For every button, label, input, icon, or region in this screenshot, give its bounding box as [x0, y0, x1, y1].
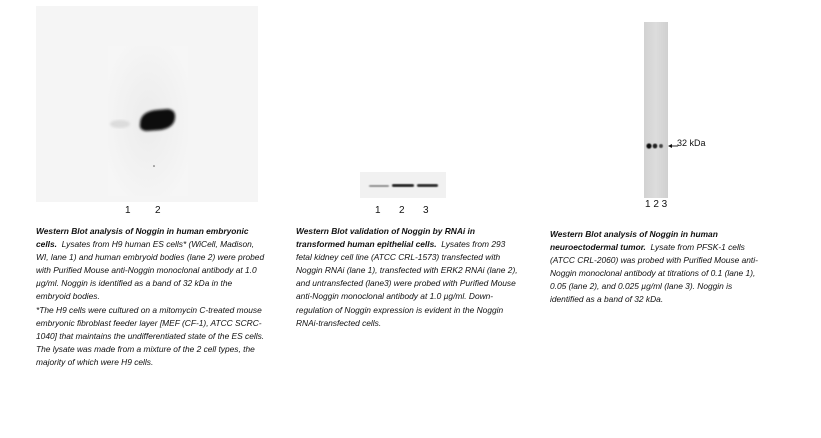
lane-label: 1	[375, 205, 381, 216]
lane-labels-3	[645, 199, 685, 213]
lane-label: 2	[155, 205, 161, 216]
caption-panel-2	[296, 225, 518, 330]
lane-labels-2	[0, 205, 821, 219]
caption-title: Western Blot analysis of Noggin in human neuroectodermal tumor.	[550, 229, 718, 253]
band-lane-1	[110, 120, 130, 128]
speck	[153, 165, 155, 167]
band-lane-1	[646, 143, 651, 148]
band-lane-2	[392, 184, 414, 187]
caption-body: Lysates from 293 fetal kidney cell line (ATCC CRL-1573) transfected with Noggin RNAi (lane 1), transfected with ERK2 RNAi (lane 2), and untransfected (lane3) were probed with Purified Mouse anti-Noggin monoclonal antibody at 1.0 µg/ml. Down-regulation of Noggin expression is evident in the Noggin RNAi-transfected cells.	[296, 239, 518, 328]
caption-footnote: *The H9 cells were cultured on a mitomycin C-treated mouse embryonic fibroblast feeder layer [MEF (CF-1), ATCC SCRC-1040] that maintains the undifferentiated state of the ES cells. The lysate was made from a mixture of the 2 cell types, the majority of which were H9 cells.	[36, 304, 265, 367]
caption-body: Lysates from H9 human ES cells* (WiCell, Madison, WI, lane 1) and human embryoid bodies (lane 2) were probed with Purified Mouse anti-Noggin monoclonal antibody at 1.0 µg/ml. Noggin is identified as a band of 32 kDa in the embryoid bodies.	[36, 239, 265, 302]
band-lane-3	[417, 184, 438, 187]
caption-title: Western Blot analysis of Noggin in human embryonic cells.	[36, 226, 249, 250]
band-lane-1	[369, 185, 389, 187]
caption-panel-1	[36, 225, 268, 369]
caption-body: Lysate from PFSK-1 cells (ATCC CRL-2060) was probed with Purified Mouse anti-Noggin monoclonal antibody at titrations of 0.1 (lane 1), 0.05 (lane 2), and 0.025 µg/ml (lane 3). Noggin is identified as a band of 32 kDa.	[550, 242, 758, 305]
western-blot-image-3	[644, 22, 668, 198]
caption-title: Western Blot validation of Noggin by RNAi in transformed human epithelial cells.	[296, 226, 475, 250]
lane-label: 3	[423, 205, 429, 216]
molecular-weight-marker: 32 kDa	[677, 138, 706, 148]
band-lane-2	[653, 144, 658, 149]
lane-label: 1	[125, 205, 131, 216]
western-blot-image-1	[36, 6, 258, 202]
caption-panel-3	[550, 228, 760, 307]
western-blot-image-2	[360, 172, 446, 198]
band-lane-3	[659, 144, 663, 148]
lane-label: 2	[399, 205, 405, 216]
lane-label: 1 2 3	[645, 199, 668, 210]
